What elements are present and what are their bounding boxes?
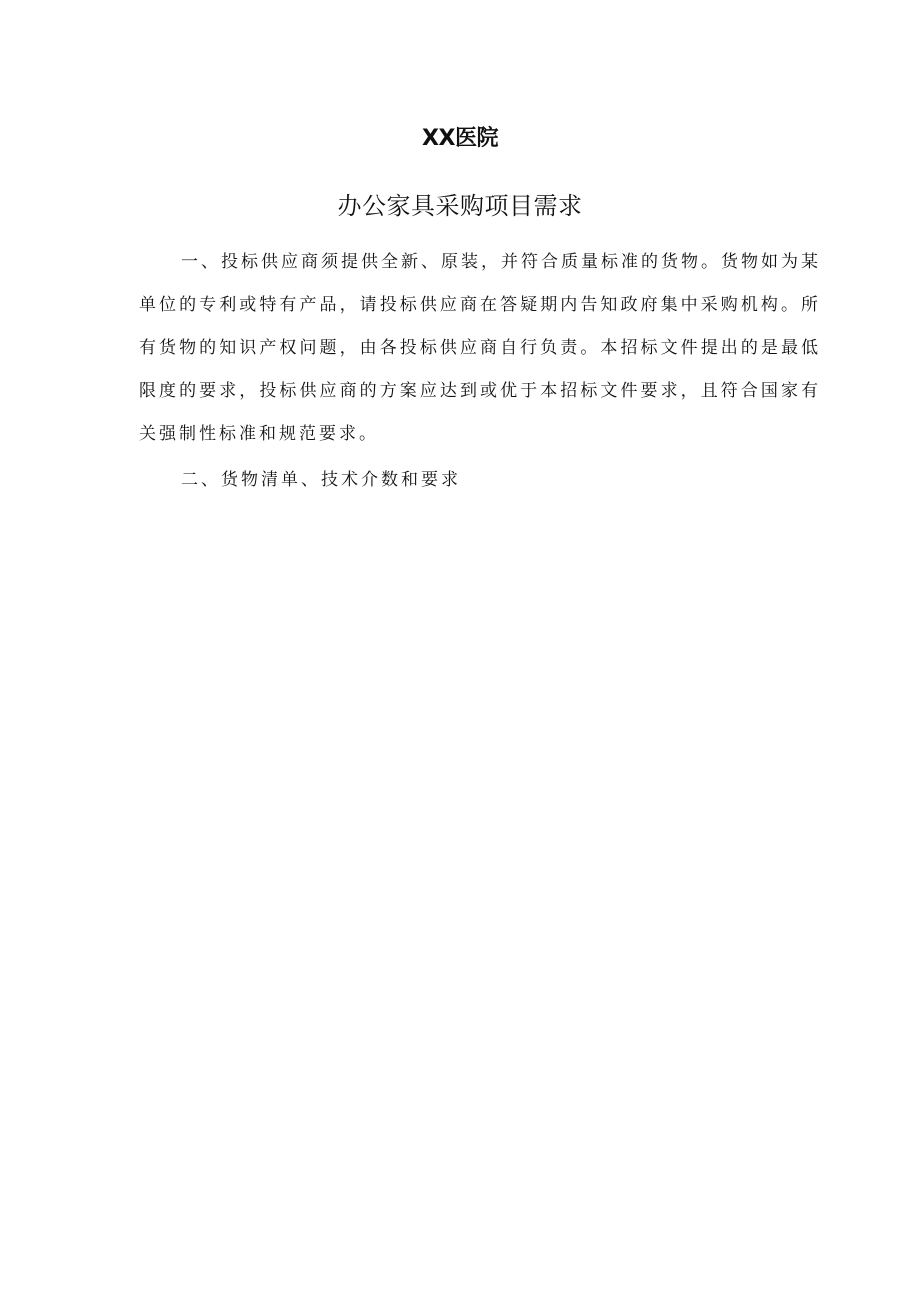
document-title: XX医院: [422, 126, 498, 151]
paragraph-requirements: 一、投标供应商须提供全新、原装，并符合质量标准的货物。货物如为某单位的专利或特有产品，请投标供应商在答疑期内告知政府集中采购机构。所有货物的知识产权问题，由各投标供应商自行负责。本招标文件提出的是最低限度的要求，投标供应商的方案应达到或优于本招标文件要求，且符合国家有关强制性标准和规范要求。: [139, 252, 821, 444]
document-subtitle: 办公家具采购项目需求: [337, 192, 583, 220]
paragraph-goods-list: 二、货物清单、技术介数和要求: [181, 470, 461, 490]
